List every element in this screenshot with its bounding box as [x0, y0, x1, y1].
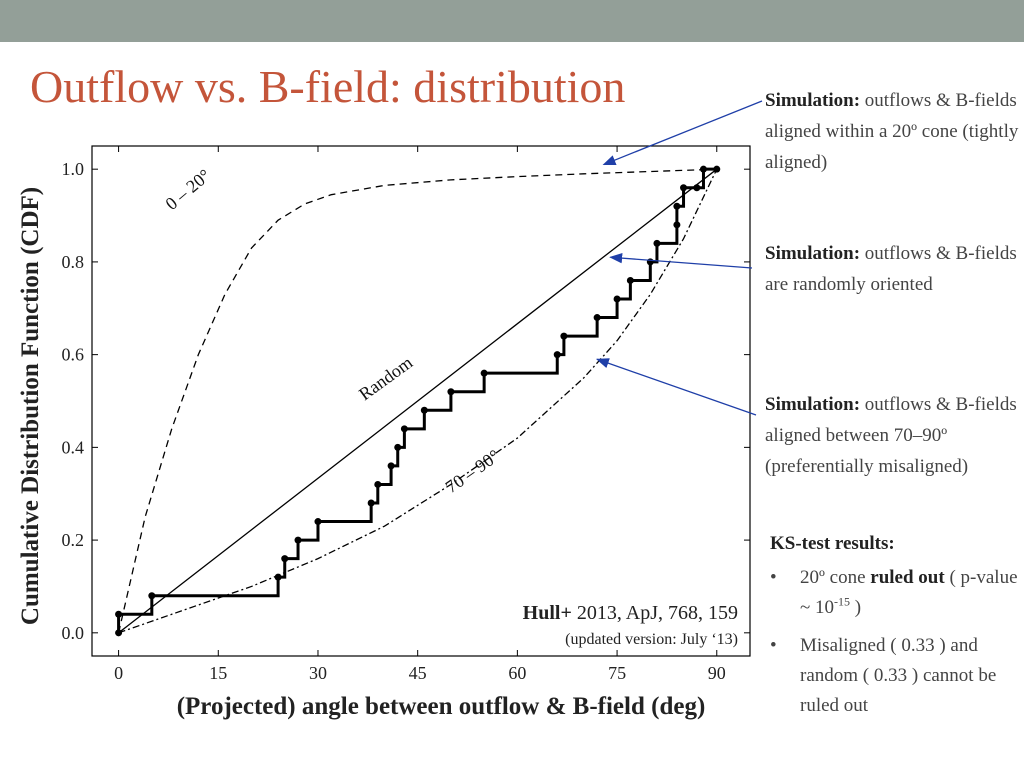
observed-point — [627, 277, 634, 284]
ks-item-misaligned — [770, 631, 1020, 721]
observed-point — [713, 166, 720, 173]
annotation-arrow — [610, 257, 752, 268]
observed-point — [295, 537, 302, 544]
plot-frame — [92, 146, 750, 656]
annotation-text: outflows & B-fields aligned between 70–90º (preferentially misaligned) — [765, 394, 1017, 477]
observed-point — [673, 221, 680, 228]
ks-item-cone-bold: ruled out — [870, 567, 945, 588]
bullet-icon: • — [770, 567, 777, 588]
annotation-label: Simulation: — [765, 394, 861, 415]
ks-item-cone-pre: 20º cone — [800, 567, 871, 588]
curve-label: 70 – 90° — [441, 445, 504, 498]
citation-text — [523, 602, 738, 624]
x-tick-label: 90 — [707, 663, 726, 683]
ks-item-cone-end: ) — [850, 597, 862, 618]
y-tick-label: 0.4 — [61, 437, 84, 458]
observed-point — [560, 333, 567, 340]
observed-point — [554, 351, 561, 358]
annotation-text: outflows & B-fields are randomly oriented — [765, 243, 1017, 295]
ks-results-list — [770, 563, 1020, 729]
observed-point — [653, 240, 660, 247]
x-tick-label: 75 — [608, 663, 627, 683]
observed-point — [614, 296, 621, 303]
x-tick-label: 15 — [209, 663, 228, 683]
y-axis-label: Cumulative Distribution Function (CDF) — [17, 186, 44, 626]
observed-point — [374, 481, 381, 488]
ks-item-cone-exponent: -15 — [834, 594, 851, 609]
x-axis-label: (Projected) angle between outflow & B-field (deg) — [176, 693, 706, 720]
y-tick-label: 0.0 — [61, 622, 84, 643]
x-tick-label: 30 — [308, 663, 327, 683]
y-tick-label: 1.0 — [61, 159, 84, 180]
annotation-label: Simulation: — [765, 90, 861, 111]
y-tick-label: 0.8 — [61, 251, 84, 272]
x-tick-label: 60 — [508, 663, 527, 683]
observed-point — [693, 184, 700, 191]
observed-point — [388, 462, 395, 469]
observed-point — [421, 407, 428, 414]
annotation-text: outflows & B-fields aligned within a 20º cone (tightly aligned) — [765, 90, 1019, 173]
citation-ref: 2013, ApJ, 768, 159 — [571, 601, 738, 624]
annotation-arrow — [597, 359, 756, 415]
y-tick-label: 0.2 — [61, 530, 84, 551]
observed-point — [275, 574, 282, 581]
observed-point — [673, 203, 680, 210]
annotation-random — [765, 238, 1020, 300]
observed-point — [680, 184, 687, 191]
observed-point — [401, 425, 408, 432]
x-tick-label: 45 — [408, 663, 427, 683]
series-line-solid — [119, 169, 717, 633]
observed-point — [148, 592, 155, 599]
curve-label: Random — [355, 352, 417, 405]
observed-point — [281, 555, 288, 562]
x-tick-label: 0 — [114, 663, 124, 683]
annotation-label: Simulation: — [765, 243, 861, 264]
observed-point — [700, 166, 707, 173]
observed-point — [115, 629, 122, 636]
citation-author: Hull+ — [522, 601, 572, 624]
observed-point — [481, 370, 488, 377]
curve-label: 0 – 20° — [161, 165, 215, 214]
annotation-tightly-aligned — [765, 85, 1020, 178]
citation-note: (updated version: July ‘13) — [565, 631, 738, 649]
observed-point — [594, 314, 601, 321]
annotation-arrow — [604, 101, 762, 165]
ks-item-misaligned-text: Misaligned ( 0.33 ) and random ( 0.33 ) cannot be ruled out — [800, 635, 997, 716]
observed-point — [368, 500, 375, 507]
observed-point — [115, 611, 122, 618]
annotation-misaligned — [765, 389, 1020, 482]
bullet-icon: • — [770, 635, 777, 656]
ks-title: KS-test results: — [770, 533, 895, 554]
ks-item-cone — [770, 563, 1020, 623]
observed-point — [394, 444, 401, 451]
observed-point — [314, 518, 321, 525]
ks-item-cone-post: ( p-value ~ 10 — [800, 567, 1018, 618]
slide-title: Outflow vs. B-field: distribution — [30, 61, 626, 112]
y-tick-label: 0.6 — [61, 344, 84, 365]
observed-point — [447, 388, 454, 395]
